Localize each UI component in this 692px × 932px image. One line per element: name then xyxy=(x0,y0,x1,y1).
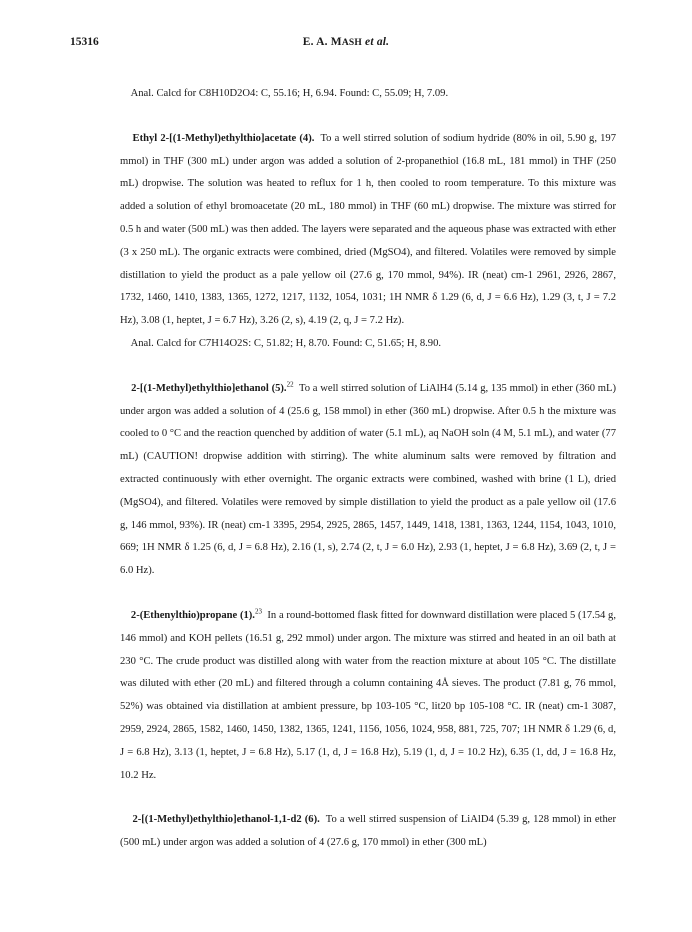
compound-5-paragraph xyxy=(120,378,616,583)
compound-5-body: To a well stirred solution of LiAlH4 (5.14 g, 135 mmol) in ether (360 mL) under argon was added a solution of 4 (25.6 g, 158 mmol) in ether (360 mL) dropwise. After 0.5 h the mixture was cooled to 0 °C and the reaction quenched by addition of water (5.1 mL), aq NaOH soln (4 M, 5.1 mL), and water (77 mL) (CAUTION! dropwise addition with stirring). The white aluminum salts were removed by filtration and extracted continuously with ether overnight. The organic extracts were combined, washed with brine (1 L), dried (MgSO4), and filtered. Volatiles were removed by simple distillation to yield the product as a pale yellow oil (17.6 g, 146 mmol, 93%). IR (neat) cm-1 3395, 2954, 2925, 2865, 1457, 1449, 1418, 1381, 1363, 1244, 1154, 1043, 1010, 669; 1H NMR δ 1.25 (6, d, J = 6.8 Hz), 2.16 (1, s), 2.74 (2, t, J = 6.0 Hz), 2.93 (1, heptet, J = 6.8 Hz), 3.69 (2, t, J = 6.0 Hz). xyxy=(120,382,617,577)
analysis-text: Anal. Calcd for C7H14O2S: C, 51.82; H, 8.70. Found: C, 51.65; H, 8.90. xyxy=(130,337,442,349)
compound-1-body: In a round-bottomed flask fitted for downward distillation were placed 5 (17.54 g, 146 mmol) and KOH pellets (16.51 g, 292 mmol) under argon. The mixture was stirred and heated in an oil bath at 230 °C. The crude product was distilled along with water from the reaction mixture at about 105 °C. The distillate was diluted with ether (20 mL) and filtered through a column containing 4Å sieves. The product (7.81 g, 76 mmol, 52%) was obtained via distillation at ambient pressure, bp 103-105 °C, lit20 bp 105-108 °C. IR (neat) cm-1 3087, 2959, 2924, 2865, 1582, 1460, 1450, 1382, 1365, 1241, 1156, 1056, 1024, 958, 881, 725, 707; 1H NMR δ 1.29 (6, d, J = 6.8 Hz), 3.13 (1, heptet, J = 6.8 Hz), 5.17 (1, d, J = 16.8 Hz), 5.19 (1, d, J = 10.2 Hz), 6.35 (1, dd, J = 16.8 Hz, 10.2 Hz. xyxy=(120,609,617,781)
compound-6-title: 2-[(1-Methyl)ethylthio]ethanol-1,1-d2 (6). xyxy=(132,814,320,826)
page-header xyxy=(70,36,622,52)
compound-1-paragraph xyxy=(120,605,616,787)
compound-6-paragraph xyxy=(120,809,616,855)
compound-4-paragraph xyxy=(120,128,616,333)
compound-4-body: To a well stirred solution of sodium hydride (80% in oil, 5.90 g, 197 mmol) in THF (300 mL) under argon was added a solution of 2-propanethiol (16.8 mL, 181 mmol) in THF (250 mL) dropwise. The solution was heated to reflux for 1 h, then cooled to room temperature. To this mixture was added a solution of ethyl bromoacetate (20 mL, 180 mmol) in THF (60 mL) dropwise. The mixture was stirred for 0.5 h and water (500 mL) was then added. The layers were separated and the aqueous phase was extracted with ether (3 x 250 mL). The organic extracts were combined, dried (MgSO4), and filtered. Volatiles were removed by simple distillation to yield the product as a pale yellow oil (27.6 g, 170 mmol, 94%). IR (neat) cm-1 2961, 2926, 2867, 1732, 1460, 1410, 1383, 1365, 1272, 1217, 1132, 1054, 1031; 1H NMR δ 1.29 (6, d, J = 6.6 Hz), 1.29 (3, t, J = 7.2 Hz), 3.08 (1, heptet, J = 6.7 Hz), 3.26 (2, s), 4.19 (2, q, J = 7.2 Hz). xyxy=(120,132,616,327)
analysis-line xyxy=(120,333,616,356)
running-head xyxy=(70,36,622,48)
article-body xyxy=(120,83,616,855)
reference-marker: 23 xyxy=(254,607,262,616)
reference-marker: 22 xyxy=(286,380,294,389)
author-suffix: et al. xyxy=(361,36,390,48)
page-number: 15316 xyxy=(70,36,99,48)
compound-1-title: 2-(Ethenylthio)propane (1). xyxy=(130,609,255,621)
author-smallcaps: ASH xyxy=(341,38,362,48)
compound-5-title: 2-[(1-Methyl)ethylthio]ethanol (5). xyxy=(131,382,287,394)
compound-4-title: Ethyl 2-[(1-Methyl)ethylthio]acetate (4). xyxy=(132,132,315,144)
author-prefix: E. A. M xyxy=(302,36,342,48)
analysis-text: Anal. Calcd for C8H10D2O4: C, 55.16; H, 6.94. Found: C, 55.09; H, 7.09. xyxy=(130,88,449,99)
compound-6-body: To a well stirred suspension of LiAlD4 (5.39 g, 128 mmol) in ether (500 mL) under argon was added a solution of 4 (27.6 g, 170 mmol) in ether (300 mL) xyxy=(120,814,617,849)
analysis-line xyxy=(120,83,616,106)
